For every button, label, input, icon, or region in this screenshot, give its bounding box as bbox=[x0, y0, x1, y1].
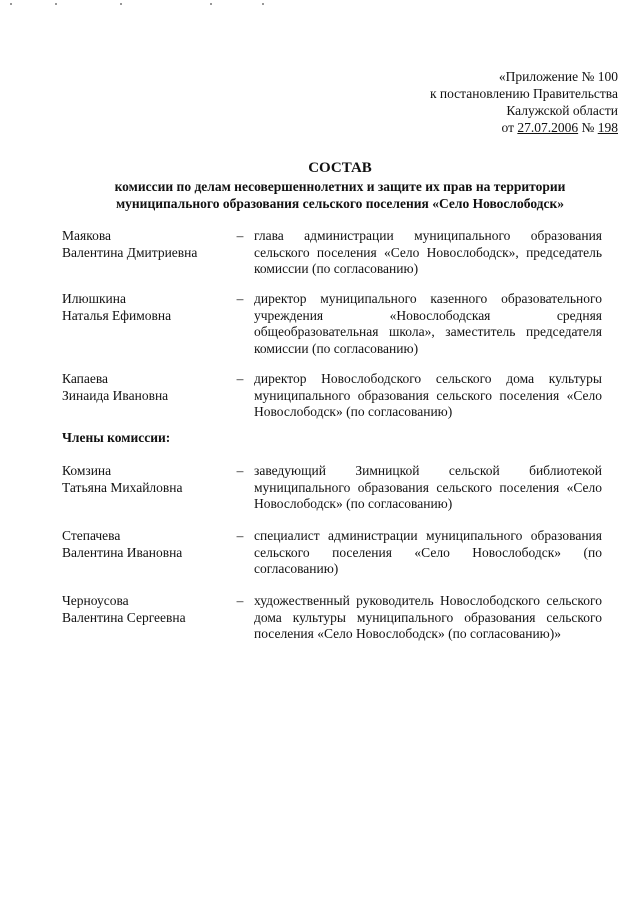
member-given-names: Валентина Сергеевна bbox=[62, 609, 186, 625]
member-surname: Маякова bbox=[62, 228, 112, 243]
commission-member-deputy bbox=[62, 291, 620, 359]
dash-separator: – bbox=[236, 593, 244, 608]
member-given-names: Наталья Ефимовна bbox=[62, 307, 172, 323]
scan-artifact-dots bbox=[0, 3, 640, 7]
title-line-2: комиссии по делам несовершеннолетних и защите их прав на территории bbox=[114, 179, 566, 194]
member-surname: Комзина bbox=[62, 463, 112, 478]
member-surname: Черноусова bbox=[62, 593, 129, 608]
title-line-1: СОСТАВ bbox=[308, 160, 372, 176]
member-name bbox=[62, 228, 232, 261]
dash-separator: – bbox=[236, 291, 244, 306]
dash-separator: – bbox=[236, 528, 244, 543]
member-given-names: Зинаида Ивановна bbox=[62, 387, 169, 403]
commission-member-3 bbox=[62, 371, 620, 423]
member-name bbox=[62, 371, 232, 404]
appendix-date: 27.07.2006 bbox=[517, 120, 579, 135]
appendix-line-1: «Приложение № 100 bbox=[498, 69, 618, 84]
member-name bbox=[62, 291, 232, 324]
dash-separator: – bbox=[236, 371, 244, 386]
appendix-line-3: Калужской области bbox=[506, 103, 618, 118]
member-role: заведующий Зимницкой сельской библиотекой муниципального образования сельского поселения «Село Новослободск» (по согласованию) bbox=[254, 463, 602, 511]
appendix-line-2: к постановлению Правительства bbox=[429, 86, 618, 101]
title-line-3: муниципального образования сельского поселения «Село Новослободск» bbox=[115, 196, 565, 211]
commission-member-5 bbox=[62, 528, 620, 580]
members-section-heading: Члены комиссии: bbox=[62, 430, 171, 445]
member-surname: Илюшкина bbox=[62, 291, 126, 306]
member-name bbox=[62, 463, 232, 496]
member-name bbox=[62, 593, 232, 626]
dash-separator: – bbox=[236, 463, 244, 478]
commission-member-6 bbox=[62, 593, 620, 661]
member-role: глава администрации муниципального образования сельского поселения «Село Новослободск», председатель комиссии (по согласованию) bbox=[254, 228, 602, 276]
document-title bbox=[60, 160, 620, 212]
member-given-names: Татьяна Михайловна bbox=[62, 479, 183, 495]
member-role: директор Новослободского сельского дома культуры муниципального образования сельского поселения «Село Новослободск» (по согласованию) bbox=[254, 371, 602, 419]
appendix-number: 198 bbox=[597, 120, 618, 135]
member-surname: Капаева bbox=[62, 371, 109, 386]
member-given-names: Валентина Ивановна bbox=[62, 544, 183, 560]
appendix-reference bbox=[358, 68, 618, 136]
commission-member-4 bbox=[62, 463, 620, 515]
member-role: художественный руководитель Новослободского сельского дома культуры муниципального образования сельского поселения «Село Новослободск» (по согласованию)» bbox=[254, 593, 602, 641]
commission-member-chair bbox=[62, 228, 620, 280]
member-name bbox=[62, 528, 232, 561]
appendix-date-prefix: от bbox=[501, 120, 518, 135]
dash-separator: – bbox=[236, 228, 244, 243]
member-surname: Степачева bbox=[62, 528, 121, 543]
member-given-names: Валентина Дмитриевна bbox=[62, 244, 198, 260]
appendix-line-4 bbox=[358, 119, 618, 136]
appendix-number-sign: № bbox=[578, 120, 598, 135]
member-role: директор муниципального казенного образовательного учреждения «Новослободская средняя общеобразовательная школа», заместитель председателя комиссии (по согласованию) bbox=[254, 291, 602, 356]
member-role: специалист администрации муниципального образования сельского поселения «Село Новослободск» (по согласованию) bbox=[254, 528, 602, 576]
